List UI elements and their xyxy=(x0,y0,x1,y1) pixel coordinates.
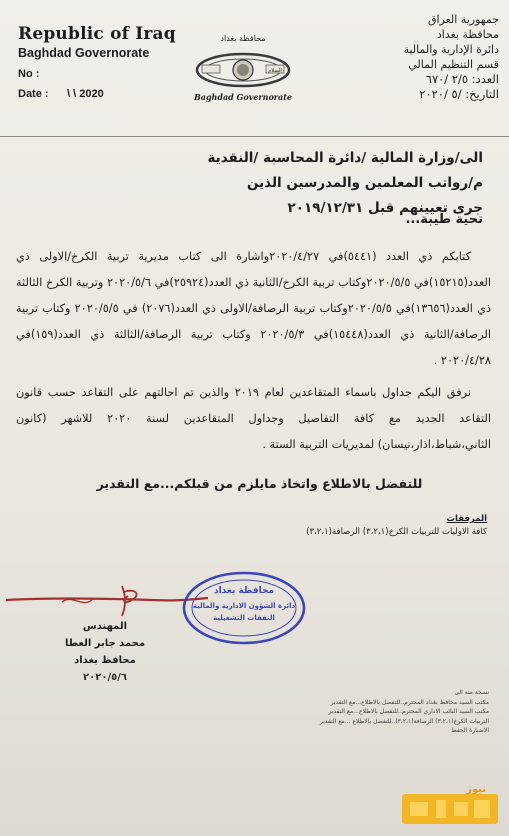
arabic-letterhead xyxy=(404,12,499,102)
closing-line: للتفضل بالاطلاع واتخاذ مايلزم من قبلكم...مع التقدير xyxy=(96,476,423,491)
copies-list xyxy=(19,688,489,736)
watermark-text: نيوز xyxy=(466,784,486,795)
attachments-text: كافة الاوليات للتربيات الكرخ(٣،٢،١) الرصافة(٣،٢،١) xyxy=(306,527,487,537)
header-divider xyxy=(0,136,509,137)
official-stamp xyxy=(182,570,306,646)
body-paragraph-2: نرفق اليكم جداول باسماء المتقاعدين لعام ٢٠١٩ والذين تم احالتهم على التقاعد حسب قانون التقاعد الجديد مع كافة التفاصيل وجداول المتقاعدين لسنة ٢٠٢٠ للاشهر (كانون الثاني،شباط،اذار،نيسان) لمديريات التربية الستة . xyxy=(16,386,491,451)
date-value: \ \ 2020 xyxy=(67,88,104,100)
republic-title: Republic of Iraq xyxy=(18,24,176,44)
ar-section: قسم التنظيم المالي xyxy=(408,58,499,71)
subject-line-1: م/رواتب المعلمين والمدرسين الذين xyxy=(246,175,483,191)
english-letterhead xyxy=(18,24,176,100)
ar-governorate: محافظة بغداد xyxy=(436,28,499,41)
addressee-block xyxy=(207,146,483,221)
copy-item: التربيات الكرخ(٣،٢،١) الرصافة(٣،٢،١)..للتفضل بالاطلاع ...مع التقدير xyxy=(319,717,489,725)
emblem-caption: Baghdad Governorate xyxy=(194,92,292,102)
signatory-title: المهندس xyxy=(82,621,128,632)
ar-department: دائرة الإدارية والمالية xyxy=(403,43,499,56)
attachments-heading: المرفقات xyxy=(446,514,487,524)
signatory-position: محافظ بغداد xyxy=(74,655,136,666)
no-field xyxy=(18,68,176,80)
news-watermark-logo-icon xyxy=(400,780,500,828)
copy-item: الاضبارة الحفظ xyxy=(451,727,489,734)
copy-item: مكتب السيد النائب الاداري المحترم..للتفضل بالاطلاع...مع التقدير xyxy=(328,708,489,715)
date-field xyxy=(18,88,176,100)
greeting: تحية طيبة... xyxy=(405,212,483,227)
signatory-name: محمد جابر العطا xyxy=(64,638,146,649)
subject-line-2: جرى تعيينهم قبل ٢٠١٩/١٢/٣١ xyxy=(287,200,483,216)
no-label: No : xyxy=(18,68,40,80)
emblem-seal-text: السلام xyxy=(268,68,282,74)
body-paragraph-1: كتابكم ذي العدد (٥٤٤١)في ٢٠٢٠/٤/٢٧واشارة الى كتاب مديرية تربية الكرخ/الاولى ذي العدد(١٥٢١٥)في ٢٠٢٠/٥/٥وكتاب تربية الكرخ/الثانية ذي العدد(٢٥٩٢٤)في ٢٠٢٠/٥/٦ وتربية الكرخ الثالثة ذي العدد(١٣٦٥٦)في ٢٠٢٠/٥/٥وكتاب تربية الرصافة/الاولى ذي العدد(٢٠٧٦) في ٢٠٢٠/٥/٥ وكتاب تربية الرصافة/الثانية ذي العدد(١٥٤٤٨)في ٢٠٢٠/٥/٣ وكتاب تربية الرصافة/الثالثة ذي العدد(١٥٩)في ٢٠٢٠/٤/٢٨ . xyxy=(16,250,492,367)
ar-number-line: العدد: ٢/٥ /٦٧٠ xyxy=(425,72,499,86)
stamp-text-3: النفقات التشغيلية xyxy=(213,614,275,622)
ar-republic: جمهورية العراق xyxy=(427,13,499,26)
copy-item: مكتب السيد محافظ بغداد المحترم..للتفضل بالاطلاع...مع التقدير xyxy=(330,698,489,706)
governorate-emblem xyxy=(188,34,298,104)
date-label: Date : xyxy=(18,88,49,100)
stamp-text-2: دائرة الشؤون الادارية والمالية xyxy=(192,602,296,610)
governorate-subtitle: Baghdad Governorate xyxy=(18,46,150,60)
stamp-text-1: محافظة بغداد xyxy=(213,586,275,596)
letter-body xyxy=(16,244,491,464)
emblem-top-text: محافظة بغداد xyxy=(220,34,266,43)
signature-block xyxy=(40,618,170,686)
signature-date: ٢٠٢٠/٥/٦ xyxy=(83,672,127,683)
copies-heading: نسخة منه الى xyxy=(454,689,489,696)
ar-date-line: التاريخ: /٥ /٢٠٢٠ xyxy=(419,87,499,101)
addressee-line-1: الى/وزارة المالية /دائرة المحاسبة /النقدية xyxy=(207,150,483,166)
